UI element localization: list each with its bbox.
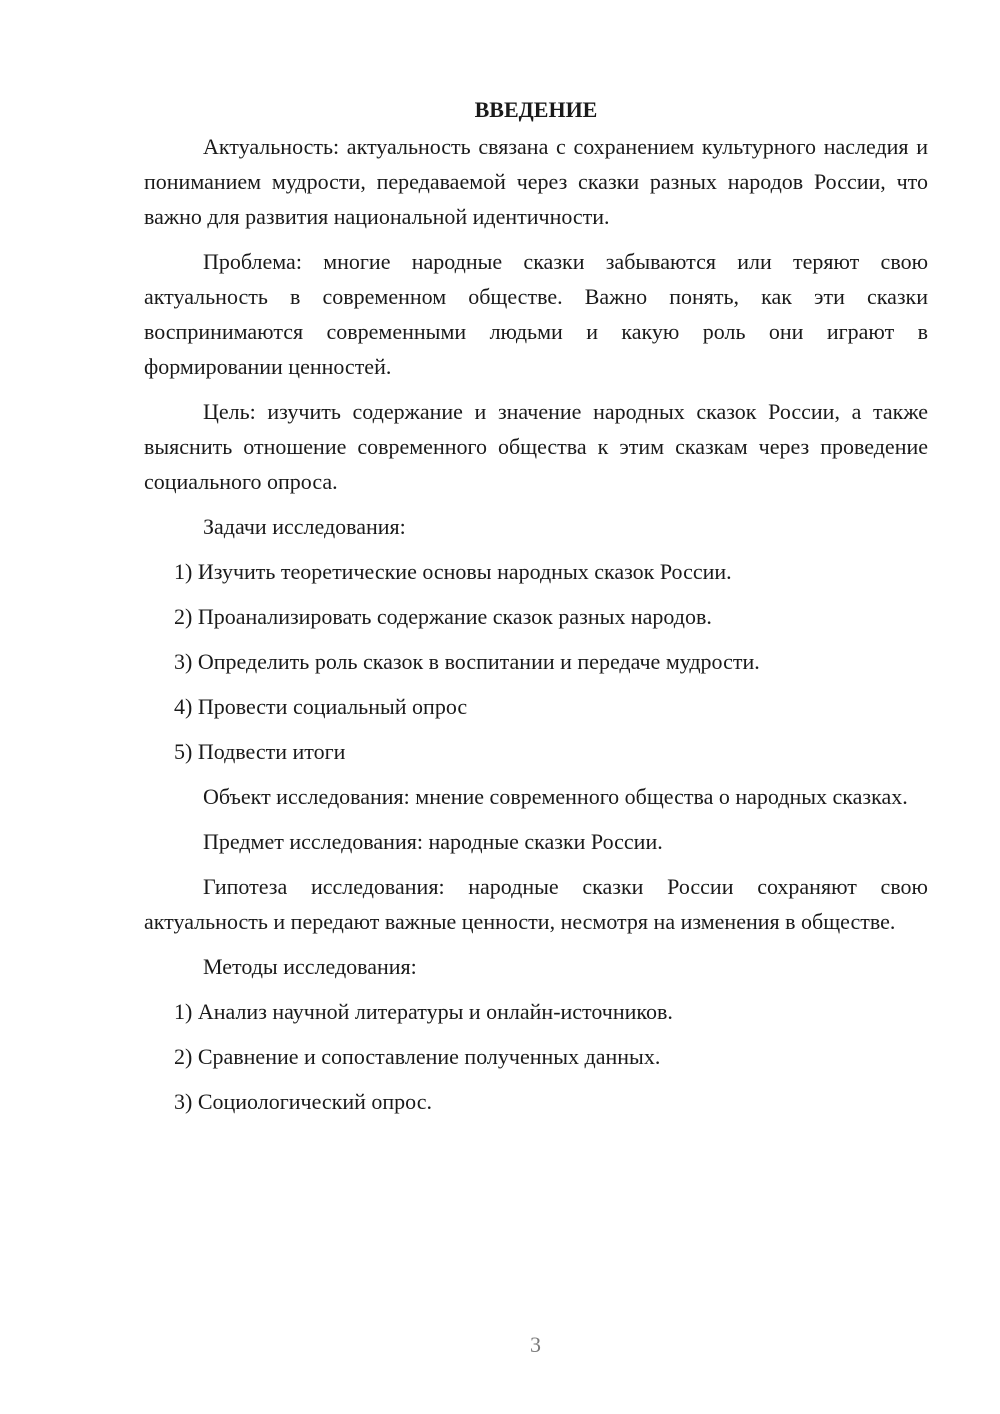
section-heading: ВВЕДЕНИЕ — [474, 97, 598, 122]
method-item-3: 3) Социологический опрос. — [174, 1089, 432, 1114]
page-content — [144, 92, 928, 1119]
method-item-1: 1) Анализ научной литературы и онлайн-источников. — [174, 999, 673, 1024]
methods-heading: Методы исследования: — [203, 954, 417, 979]
task-item-2: 2) Проанализировать содержание сказок разных народов. — [174, 604, 712, 629]
subject-paragraph: Предмет исследования: народные сказки России. — [203, 829, 663, 854]
task-item-1: 1) Изучить теоретические основы народных сказок России. — [174, 559, 732, 584]
task-item-5: 5) Подвести итоги — [174, 739, 346, 764]
task-item-3: 3) Определить роль сказок в воспитании и передаче мудрости. — [174, 649, 760, 674]
tasks-heading: Задачи исследования: — [203, 514, 406, 539]
relevance-paragraph: Актуальность: актуальность связана с сохранением культурного наследия и пониманием мудрости, передаваемой через сказки разных народов России, что важно для развития национальной идентичности. — [144, 134, 928, 229]
goal-paragraph: Цель: изучить содержание и значение народных сказок России, а также выяснить отношение современного общества к этим сказкам через проведение социального опроса. — [144, 399, 928, 494]
object-paragraph: Объект исследования: мнение современного общества о народных сказках. — [203, 784, 908, 809]
method-item-2: 2) Сравнение и сопоставление полученных данных. — [174, 1044, 661, 1069]
task-item-4: 4) Провести социальный опрос — [174, 694, 468, 719]
page-number: 3 — [530, 1332, 541, 1357]
problem-paragraph: Проблема: многие народные сказки забываются или теряют свою актуальность в современном обществе. Важно понять, как эти сказки воспринимаются современными людьми и какую роль они играют в формировании ценностей. — [144, 249, 928, 379]
hypothesis-paragraph: Гипотеза исследования: народные сказки России сохраняют свою актуальность и передают важные ценности, несмотря на изменения в обществе. — [144, 874, 928, 934]
